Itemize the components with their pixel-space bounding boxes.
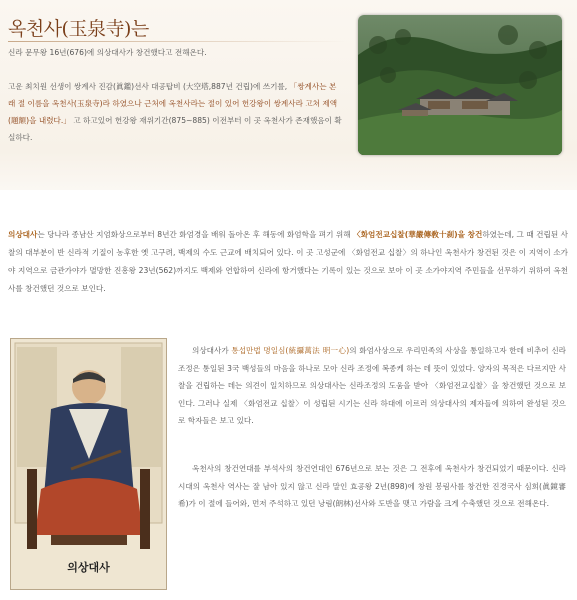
founding-paragraph xyxy=(8,226,568,298)
founding-text-1: 는 당나라 종남산 지엄화상으로부터 8년간 화엄경을 배워 돌아온 후 해동에 화엄학을 펴기 위해 xyxy=(37,230,354,239)
unification-text: 의 화엄사상으로 우리민족의 사상을 통일하고자 한데 비추어 신라 조정은 통일된 3국 백성들의 마음을 하나로 모아 신라 조정에 복종케 하는 데 뜻이 있었다. 양자의 목적은 다르지만 사찰을 건립하는 데는 의견이 일치하므로 의상대사는 신라조정의 도움을 받아 〈화엄전교십찰〉을 창건했던 것으로 보인다. 그러나 실제 〈화엄전교 십찰〉이 성립된 시기는 신라 하대에 이르러 의상대사의 제자들에 의하여 완성된 것으로 학자들은 보고 있다. xyxy=(178,346,566,425)
uisang-portrait xyxy=(10,338,167,590)
uisang-portrait-illustration xyxy=(11,339,166,589)
history-text-after: 고 하고있어 헌강왕 재위기간(875~885) 이전부터 이 곳 옥천사가 존재했음이 확실하다. xyxy=(8,116,342,142)
temple-photo-illustration xyxy=(358,15,562,155)
unification-paragraph xyxy=(178,342,566,430)
founding-book: 〈화엄전교십찰(華嚴傳敎十刹)을 창건 xyxy=(353,230,483,239)
page-title: 옥천사(玉泉寺)는 xyxy=(8,18,149,40)
founding-name: 의상대사 xyxy=(8,230,38,239)
unification-phrase: 통섭만법 명일심(統攝萬法 明一心) xyxy=(231,346,350,355)
temple-photo xyxy=(358,15,562,155)
founding-text-2: 하였는데, 그 때 건립된 사찰의 대부분이 반 신라적 기질이 농후한 옛 고구려, 백제의 수도 근교에 배치되어 있다. 이 곳 고성군에 〈화엄전교 십찰〉의 하나인 옥천사가 창건된 것은 이 지역이 소가야 지역으로 금관가야가 멸망한 진흥왕 23년(562)까지도 백제와 연합하여 신라에 항거했다는 기록이 있는 것으로 보아 이 곳 소가야지역 주민들을 선무하기 위하여 옥천사를 창건했던 것으로 보인다. xyxy=(8,230,568,293)
portrait-label: 의상대사 xyxy=(67,561,110,574)
unification-lead: 의상대사가 xyxy=(192,346,232,355)
history-quote: 「쌍계사는 본래 절 이름을 옥천사(玉泉寺)라 하였으나 근처에 옥천사라는 절이 있어 헌강왕이 쌍계사라 고쳐 제액(題額)을 내렸다.」 xyxy=(8,82,338,125)
intro-text: 신라 문무왕 16년(676)에 의상대사가 창건했다고 전해온다. xyxy=(8,48,207,57)
history-paragraph xyxy=(8,78,343,146)
history-text-before: 고운 최치원 선생이 쌍계사 진감(眞鑑)선사 대공탑비 (大空塔,887년 건립)에 쓰기를, xyxy=(8,82,288,91)
dating-paragraph: 옥천사의 창건연대를 부석사의 창건연대인 676년으로 보는 것은 그 전후에 옥천사가 창건되었기 때문이다. 신라시대의 옥천사 역사는 잘 남아 있지 않고 신라 말인 효공왕 2년(898)에 창원 봉림사를 창건한 진경국사 심희(眞鏡審希)가 이 절에 들어와, 먼저 주석하고 있던 낭림(朗林)선사와 도반을 맺고 가람을 크게 수축했던 것으로 전해온다. xyxy=(178,464,566,508)
title-underline xyxy=(8,41,348,42)
